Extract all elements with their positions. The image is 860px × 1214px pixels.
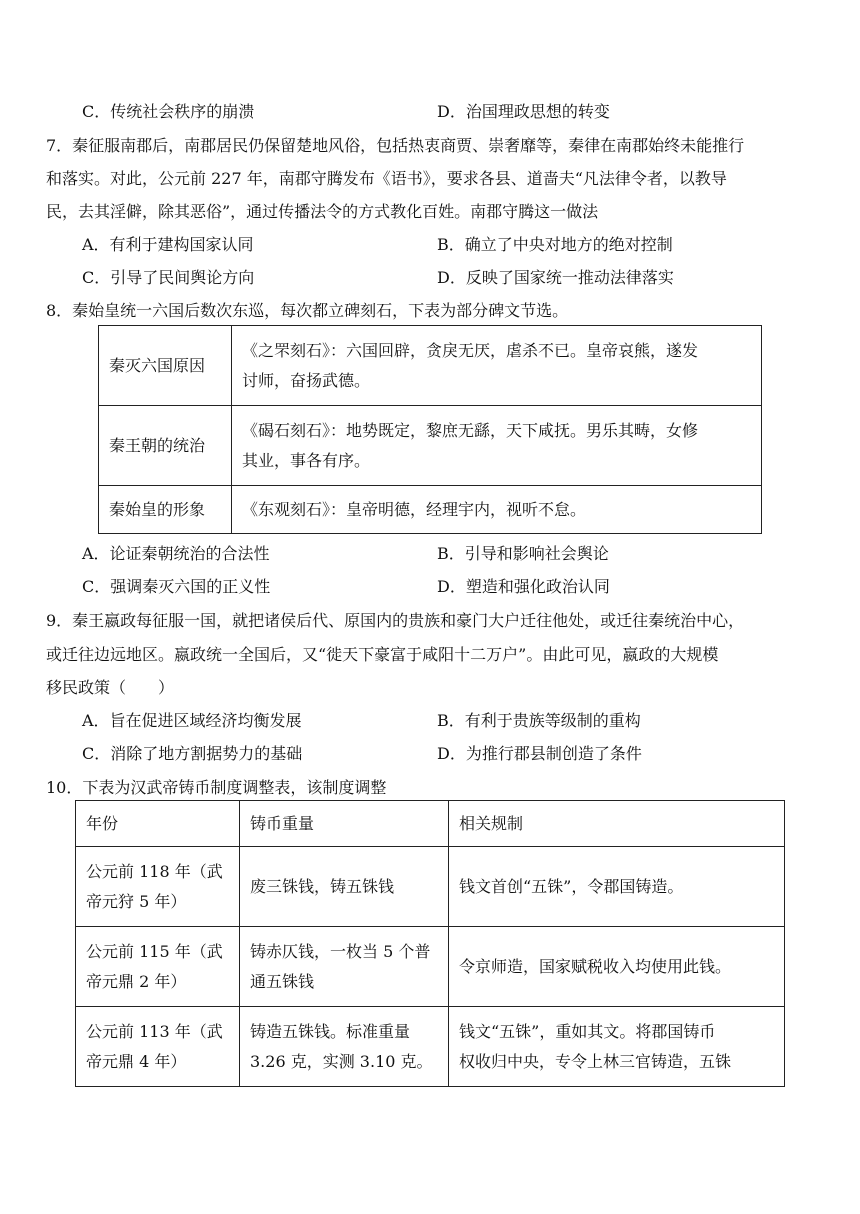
table-cell-year: 公元前 113 年（武 帝元鼎 4 年） bbox=[76, 1007, 240, 1087]
table-cell-label: 秦王朝的统治 bbox=[99, 406, 232, 486]
table-cell-text: 《碣石刻石》：地势既定，黎庶无繇，天下咸抚。男乐其畴，女修 其业，事各有序。 bbox=[232, 406, 762, 486]
table-cell-text: 《之罘刻石》：六国回辟，贪戾无厌，虐杀不已。皇帝哀熊，遂发 讨师，奋扬武德。 bbox=[232, 326, 762, 406]
q9-option-b[interactable]: B．有利于贵族等级制的重构 bbox=[437, 711, 641, 730]
table-cell-rules: 钱文“五铢”，重如其文。将郡国铸币 权收归中央，专令上林三官铸造，五铢 bbox=[449, 1007, 785, 1087]
q8-option-c[interactable]: C．强调秦灭六国的正义性 bbox=[82, 577, 271, 596]
table-header-weight: 铸币重量 bbox=[240, 801, 449, 847]
table-cell-weight: 废三铢钱，铸五铢钱 bbox=[240, 847, 449, 927]
q9-option-d[interactable]: D．为推行郡县制创造了条件 bbox=[437, 744, 642, 763]
q6-option-d[interactable]: D．治国理政思想的转变 bbox=[437, 102, 610, 121]
q7-stem-line-3: 民，去其淫僻，除其恶俗”，通过传播法令的方式教化百姓。南郡守腾这一做法 bbox=[46, 202, 599, 221]
table-cell-rules: 令京师造，国家赋税收入均使用此钱。 bbox=[449, 927, 785, 1007]
table-row bbox=[99, 326, 762, 406]
table-row bbox=[99, 486, 762, 534]
table-cell-rules: 钱文首创“五铢”，令郡国铸造。 bbox=[449, 847, 785, 927]
q10-coinage-table bbox=[75, 800, 785, 1087]
q9-option-c[interactable]: C．消除了地方割据势力的基础 bbox=[82, 744, 303, 763]
table-cell-text: 《东观刻石》：皇帝明德，经理宇内，视听不怠。 bbox=[232, 486, 762, 534]
table-row bbox=[76, 847, 785, 927]
q7-option-a[interactable]: A．有利于建构国家认同 bbox=[82, 235, 254, 254]
table-cell-weight: 铸造五铢钱。标准重量 3.26 克，实测 3.10 克。 bbox=[240, 1007, 449, 1087]
q7-stem-line-2: 和落实。对此，公元前 227 年，南郡守腾发布《语书》，要求各县、道啬夫“凡法律令者，以教导 bbox=[46, 169, 727, 188]
table-header-year: 年份 bbox=[76, 801, 240, 847]
table-row bbox=[76, 1007, 785, 1087]
table-cell-year: 公元前 118 年（武 帝元狩 5 年） bbox=[76, 847, 240, 927]
table-header-rules: 相关规制 bbox=[449, 801, 785, 847]
table-row bbox=[76, 927, 785, 1007]
table-row bbox=[99, 406, 762, 486]
table-cell-label: 秦始皇的形象 bbox=[99, 486, 232, 534]
q7-option-b[interactable]: B．确立了中央对地方的绝对控制 bbox=[437, 235, 673, 254]
q9-stem-line-2: 或迁往边远地区。嬴政统一全国后，又“徙天下豪富于咸阳十二万户”。由此可见，嬴政的大规模 bbox=[46, 645, 719, 664]
table-cell-year: 公元前 115 年（武 帝元鼎 2 年） bbox=[76, 927, 240, 1007]
q9-option-a[interactable]: A．旨在促进区域经济均衡发展 bbox=[82, 711, 302, 730]
q8-option-a[interactable]: A．论证秦朝统治的合法性 bbox=[82, 544, 270, 563]
q7-option-c[interactable]: C．引导了民间舆论方向 bbox=[82, 268, 255, 287]
q7-option-d[interactable]: D．反映了国家统一推动法律落实 bbox=[437, 268, 674, 287]
q8-stem: 8．秦始皇统一六国后数次东巡，每次都立碑刻石，下表为部分碑文节选。 bbox=[46, 301, 569, 320]
q8-option-b[interactable]: B．引导和影响社会舆论 bbox=[437, 544, 609, 563]
table-cell-weight: 铸赤仄钱，一枚当 5 个普 通五铢钱 bbox=[240, 927, 449, 1007]
table-cell-label: 秦灭六国原因 bbox=[99, 326, 232, 406]
q9-stem-line-1: 9．秦王嬴政每征服一国，就把诸侯后代、原国内的贵族和豪门大户迁往他处，或迁往秦统治中心， bbox=[46, 611, 745, 630]
q8-inscription-table bbox=[98, 325, 762, 534]
q6-option-c[interactable]: C．传统社会秩序的崩溃 bbox=[82, 102, 255, 121]
table-header-row bbox=[76, 801, 785, 847]
q10-stem: 10．下表为汉武帝铸币制度调整表，该制度调整 bbox=[46, 778, 387, 797]
q7-stem-line-1: 7．秦征服南郡后，南郡居民仍保留楚地风俗，包括热衷商贾、崇奢靡等，秦律在南郡始终未能推行 bbox=[46, 136, 745, 155]
q9-stem-line-3: 移民政策（ ） bbox=[46, 678, 175, 697]
q8-option-d[interactable]: D．塑造和强化政治认同 bbox=[437, 577, 610, 596]
